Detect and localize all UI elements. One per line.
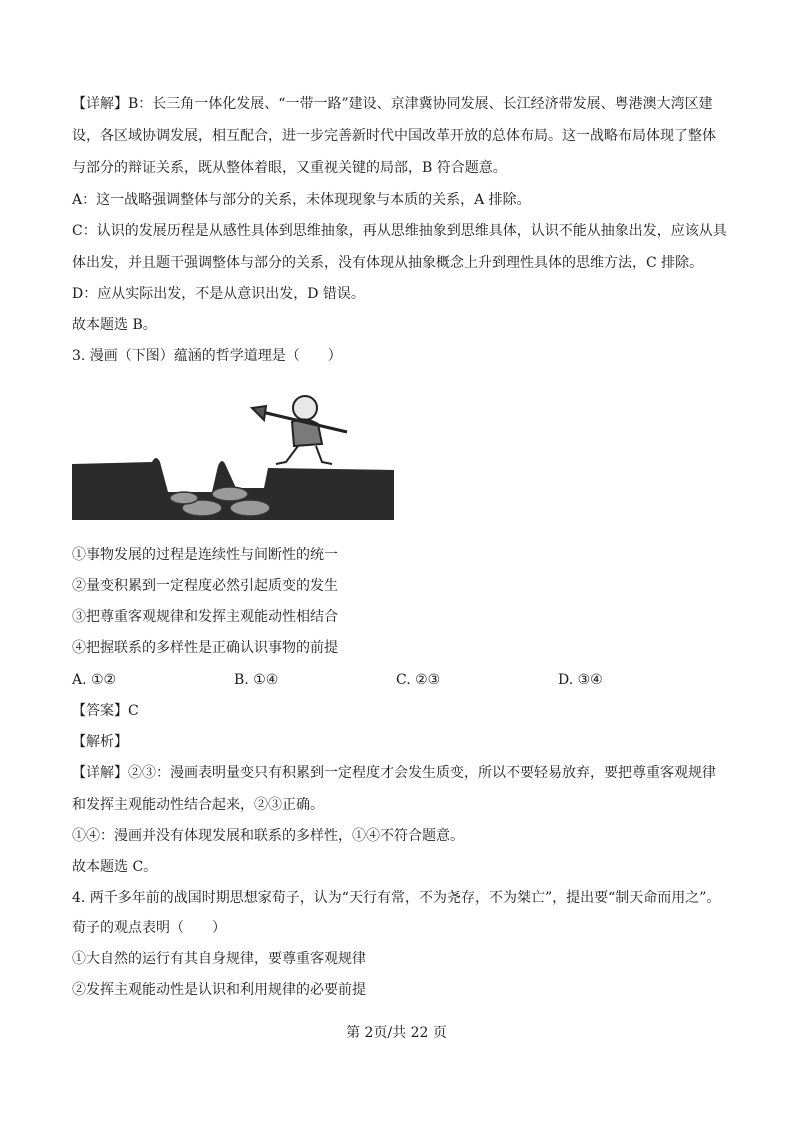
- option-3: ③把尊重客观规律和发挥主观能动性相结合: [72, 609, 338, 625]
- question-4-stem-2: 荀子的观点表明（ ）: [72, 920, 226, 936]
- explanation-line-7: D：应从实际出发，不是从意识出发，D 错误。: [72, 286, 365, 302]
- explanation-line-5: C：认识的发展历程是从感性具体到思维抽象，再从思维抽象到思维具体，认识不能从抽象出发，应该从具: [72, 223, 727, 239]
- explanation-line-6: 体出发，并且题干强调整体与部分的关系，没有体现从抽象概念上升到理性具体的思维方法，C 排除。: [72, 255, 704, 271]
- choice-a: A. ①②: [72, 672, 117, 688]
- explanation-line-3: 与部分的辩证关系，既从整体着眼，又重视关键的局部，B 符合题意。: [72, 160, 507, 176]
- cartoon-illustration: [72, 392, 394, 522]
- page-footer: 第 2页/共 22 页: [346, 1025, 447, 1041]
- conclusion-line: 故本题选 B。: [72, 317, 157, 333]
- detail-line-3: ①④：漫画并没有体现发展和联系的多样性，①④不符合题意。: [72, 828, 464, 844]
- explanation-line-2: 设，各区域协调发展，相互配合，进一步完善新时代中国改革开放的总体布局。这一战略布局体现了整体: [72, 128, 716, 144]
- question-3-stem: 3. 漫画（下图）蕴涵的哲学道理是（ ）: [72, 348, 342, 364]
- option-4: ④把握联系的多样性是正确认识事物的前提: [72, 640, 338, 656]
- detail-line-1: 【详解】②③：漫画表明量变只有积累到一定程度才会发生质变，所以不要轻易放弃，要把尊重客观规律: [72, 765, 716, 781]
- choice-d: D. ③④: [558, 672, 603, 688]
- detail-line-2: 和发挥主观能动性结合起来，②③正确。: [72, 797, 324, 813]
- digging-boy-figure: [252, 396, 347, 464]
- explanation-line-4: A：这一战略强调整体与部分的关系，未体现现象与本质的关系，A 排除。: [72, 192, 531, 208]
- analysis-heading: 【解析】: [72, 734, 128, 750]
- option-1: ①事物发展的过程是连续性与间断性的统一: [72, 547, 338, 563]
- answer-choices-row: [72, 670, 732, 690]
- q4-option-1: ①大自然的运行有其自身规律，要尊重客观规律: [72, 951, 366, 967]
- option-2: ②量变积累到一定程度必然引起质变的发生: [72, 578, 338, 594]
- answer-line: 【答案】C: [72, 703, 139, 719]
- choice-b: B. ①④: [234, 672, 279, 688]
- choice-c: C. ②③: [396, 672, 441, 688]
- question-4-stem-1: 4. 两千多年前的战国时期思想家荀子，认为“天行有常，不为尧存，不为桀亡”，提出要“制天命而用之”。: [72, 890, 721, 906]
- q4-option-2: ②发挥主观能动性是认识和利用规律的必要前提: [72, 982, 366, 998]
- explanation-line-1: 【详解】B：长三角一体化发展、“一带一路”建设、京津冀协同发展、长江经济带发展、粤港澳大湾区建: [72, 96, 713, 112]
- q3-conclusion: 故本题选 C。: [72, 859, 158, 875]
